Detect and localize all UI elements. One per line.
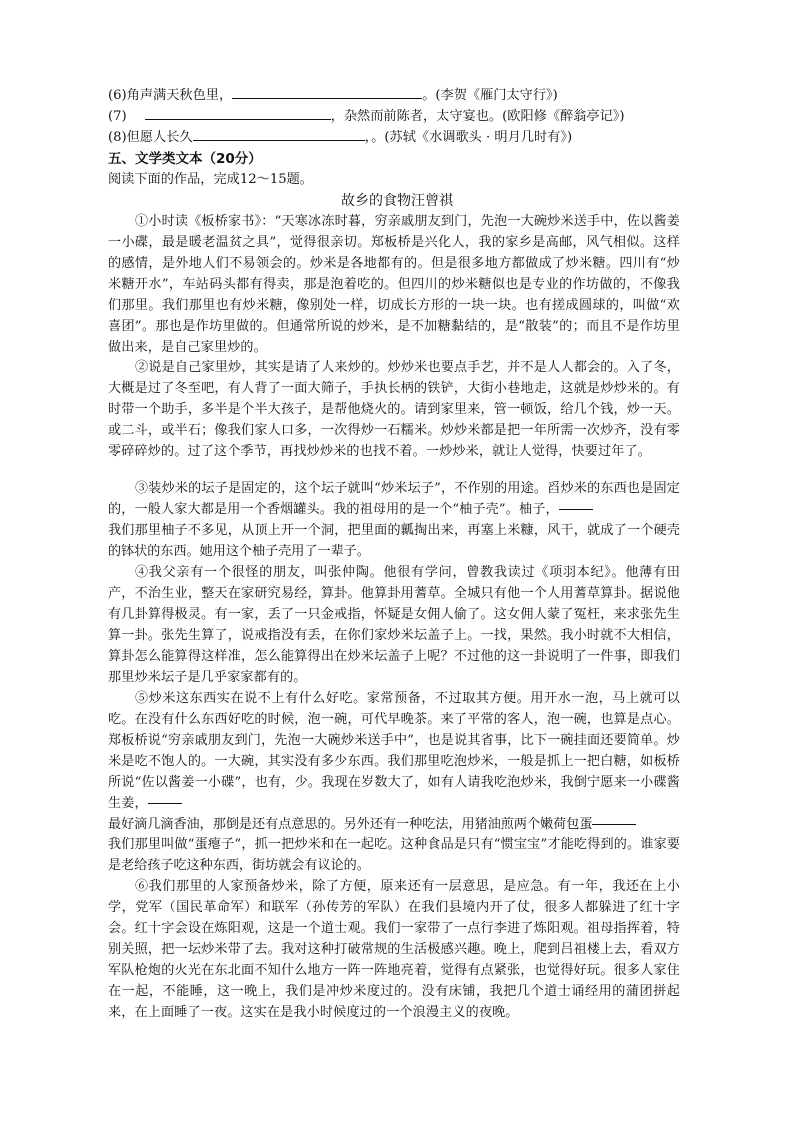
- question-8-prefix: (8)但愿人长久: [108, 130, 193, 145]
- paragraph-5-continued-2: 我们那里叫做“蛋瘪子”，抓一把炒米和在一起吃。这种食品是只有“惯宝宝”才能吃得到的。谁家要是老给孩子吃这种东西，街坊就会有议论的。: [108, 837, 680, 873]
- question-6-answer-blank[interactable]: [232, 85, 422, 99]
- paragraph-6: ⑥我们那里的人家预备炒米，除了方便，原来还有一层意思，是应急。有一年，我还在上小学，党军（国民革命军）和联军（孙传芳的军队）在我们县境内开了仗，很多人都躲进了红十字会。红十字会设在炼阳观，这是一个道士观。我们一家带了一点行李进了炼阳观。祖母指挥着，特别关照，把一坛炒米带了去。我对这种打破常规的生活极感兴趣。晚上，爬到吕祖楼上去，看双方军队枪炮的火光在东北面不知什么地方一阵一阵地亮着，觉得有点紧张，也觉得好玩。很多人家住在一起，不能睡，这一晚上，我们是冲炒米度过的。没有床铺，我把几个道士诵经用的蒲团拼起来，在上面睡了一夜。这实在是我小时候度过的一个浪漫主义的夜晚。: [108, 879, 680, 1020]
- dash-blank: [592, 824, 636, 825]
- question-7-answer-blank[interactable]: [145, 106, 331, 120]
- dash-blank: [559, 509, 593, 510]
- paragraph-1: ①小时读《板桥家书》：“天寒冰冻时暮，穷亲戚朋友到门，先泡一大碗炒米送手中，佐以酱姜一小碟，最是暖老温贫之具”，觉得很亲切。郑板桥是兴化人，我的家乡是高邮，风气相似。这样的感情，是外地人们不易领会的。炒米是各地都有的。但是很多地方都做成了炒米糖。四川有“炒米糖开水”，车站码头都有得卖，那是泡着吃的。但四川的炒米糖似也是专业的作坊做的，不像我们那里。我们那里也有炒米糖，像别处一样，切成长方形的一块一块。也有搓成圆球的，叫做“欢喜团”。那也是作坊里做的。但通常所说的炒米，是不加糖黏结的，是“散装”的；而且不是作坊里做出来，是自己家里炒的。: [108, 214, 680, 355]
- question-6-suffix: 。(李贺《雁门太守行》): [422, 88, 558, 103]
- article-title: 故乡的食物汪曾祺: [341, 193, 453, 209]
- paragraph-3-continued: 我们那里柚子不多见，从顶上开一个洞，把里面的瓤掏出来，再塞上米糠，风干，就成了一个硬壳的钵状的东西。她用这个柚子壳用了一辈子。: [108, 523, 680, 559]
- paragraph-2: ②说是自己家里炒，其实是请了人来炒的。炒炒米也要点手艺，并不是人人都会的。入了冬，大概是过了冬至吧，有人背了一面大筛子，手执长柄的铁铲，大街小巷地走，这就是炒炒米的。有时带一个助手，多半是个半大孩子，是帮他烧火的。请到家里来，管一顿饭，给几个钱，炒一天。或二斗，或半石；像我们家人口多，一次得炒一石糯米。炒炒米都是把一年所需一次炒齐，没有零零碎碎炒的。过了这个季节，再找炒炒米的也找不着。一炒炒米，就让人觉得，快要过年了。: [108, 360, 680, 459]
- question-7-suffix: ，杂然而前陈者，太守宴也。(欧阳修《醉翁亭记》): [330, 109, 625, 124]
- paragraph-5-part-2: 最好滴几滴香油，那倒是还有点意思的。另外还有一种吃法，用猪油煎两个嫩荷包蛋: [108, 817, 593, 832]
- paragraph-5-continued: [108, 814, 680, 835]
- question-8: [108, 127, 572, 148]
- section-heading: 五、文学类文本（20分）: [108, 151, 262, 167]
- question-6: [108, 85, 558, 106]
- section-instruction: 阅读下面的作品，完成12～15题。: [108, 172, 313, 187]
- paragraph-5-part-1: ⑤炒米这东西实在说不上有什么好吃。家常预备，不过取其方便。用开水一泡，马上就可以吃。在没有什么东西好吃的时候，泡一碗，可代早晚茶。来了平常的客人，泡一碗，也算是点心。郑板桥说“穷亲戚朋友到门，先泡一大碗炒米送手中”，也是说其省事，比下一碗挂面还要简单。炒米是吃不饱人的。一大碗，其实没有多少东西。我们那里吃泡炒米，一般是抓上一把白糖，如板桥所说“佐以酱姜一小碟”，也有，少。我现在岁数大了，如有人请我吃泡炒米，我倒宁愿来一小碟酱生姜，: [108, 691, 680, 811]
- question-8-suffix: ，。(苏轼《水调歌头 · 明月几时有》): [364, 130, 573, 145]
- question-6-prefix: (6)角声满天秋色里，: [108, 88, 233, 103]
- question-8-answer-blank[interactable]: [193, 127, 365, 141]
- question-7: [108, 106, 625, 127]
- paragraph-4: ④我父亲有一个很怪的朋友，叫张仲陶。他很有学问，曾教我读过《项羽本纪》。他薄有田产，不治生业，整天在家研究易经，算卦。他算卦用蓍草。全城只有他一个人用蓍草算卦。据说他有几卦算得极灵。有一家，丢了一只金戒指，怀疑是女佣人偷了。这女佣人蒙了冤枉，来求张先生算一卦。张先生算了，说戒指没有丢，在你们家炒米坛盖子上。一找，果然。我小时就不大相信，算卦怎么能算得这样准，怎么能算得出在炒米坛盖子上呢？不过他的这一卦说明了一件事，即我们那里炒米坛子是几乎家家都有的。: [108, 565, 680, 685]
- dash-blank: [148, 803, 182, 804]
- paragraph-5: [108, 688, 680, 814]
- paragraph-3: [108, 478, 680, 520]
- question-7-prefix: (7): [108, 109, 127, 124]
- paragraph-3-part-1: ③装炒米的坛子是固定的，这个坛子就叫“炒米坛子”，不作别的用途。舀炒米的东西也是固定的，一般人家大都是用一个香烟罐头。我的祖母用的是一个“柚子壳”。柚子，: [108, 481, 680, 517]
